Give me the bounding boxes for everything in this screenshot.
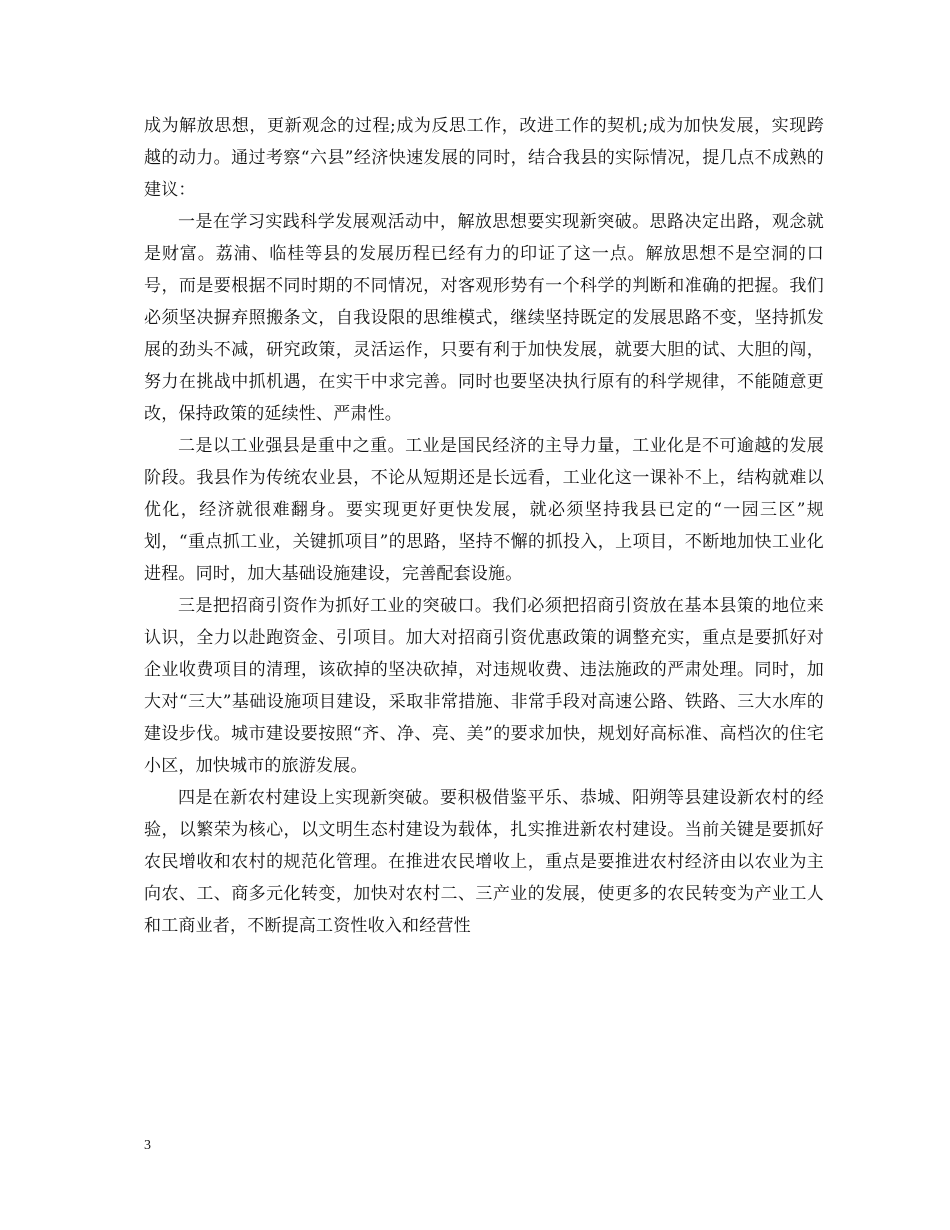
paragraph-industry: 二是以工业强县是重中之重。工业是国民经济的主导力量，工业化是不可逾越的发展阶段。我县作为传统农业县，不论从短期还是长远看，工业化这一课补不上，结构就难以优化，经济就很难翻身。要实现更好更快发展，就必须坚持我县已定的“一园三区”规划，“重点抓工业，关键抓项目”的思路，坚持不懈的抓投入，上项目，不断地加快工业化进程。同时，加大基础设施建设，完善配套设施。 [144, 436, 824, 584]
paragraph-new-countryside: 四是在新农村建设上实现新突破。要积极借鉴平乐、恭城、阳朔等县建设新农村的经验，以繁荣为核心，以文明生态村建设为载体，扎实推进新农村建设。当前关键是要抓好农民增收和农村的规范化管理。在推进农民增收上，重点是要推进农村经济由以农业为主向农、工、商多元化转变，加快对农村二、三产业的发展，使更多的农民转变为产业工人和工商业者，不断提高工资性收入和经营性 [144, 788, 824, 936]
document-body [144, 110, 824, 942]
paragraph-continuation: 成为解放思想，更新观念的过程;成为反思工作，改进工作的契机;成为加快发展，实现跨越的动力。通过考察“六县”经济快速发展的同时，结合我县的实际情况，提几点不成熟的建议： [144, 116, 824, 200]
page-number: 3 [144, 1138, 151, 1153]
paragraph-liberate-thinking: 一是在学习实践科学发展观活动中，解放思想要实现新突破。思路决定出路，观念就是财富。荔浦、临桂等县的发展历程已经有力的印证了这一点。解放思想不是空洞的口号，而是要根据不同时期的不同情况，对客观形势有一个科学的判断和准确的把握。我们必须坚决摒弃照搬条文，自我设限的思维模式，继续坚持既定的发展思路不变，坚持抓发展的劲头不减，研究政策，灵活运作，只要有利于加快发展，就要大胆的试、大胆的闯，努力在挑战中抓机遇，在实干中求完善。同时也要坚决执行原有的科学规律，不能随意更改，保持政策的延续性、严肃性。 [144, 212, 824, 424]
paragraph-investment: 三是把招商引资作为抓好工业的突破口。我们必须把招商引资放在基本县策的地位来认识，全力以赴跑资金、引项目。加大对招商引资优惠政策的调整充实，重点是要抓好对企业收费项目的清理，该砍掉的坚决砍掉，对违规收费、违法施政的严肃处理。同时，加大对“三大”基础设施项目建设，采取非常措施、非常手段对高速公路、铁路、三大水库的建设步伐。城市建设要按照“齐、净、亮、美”的要求加快，规划好高标准、高档次的住宅小区，加快城市的旅游发展。 [144, 596, 824, 776]
